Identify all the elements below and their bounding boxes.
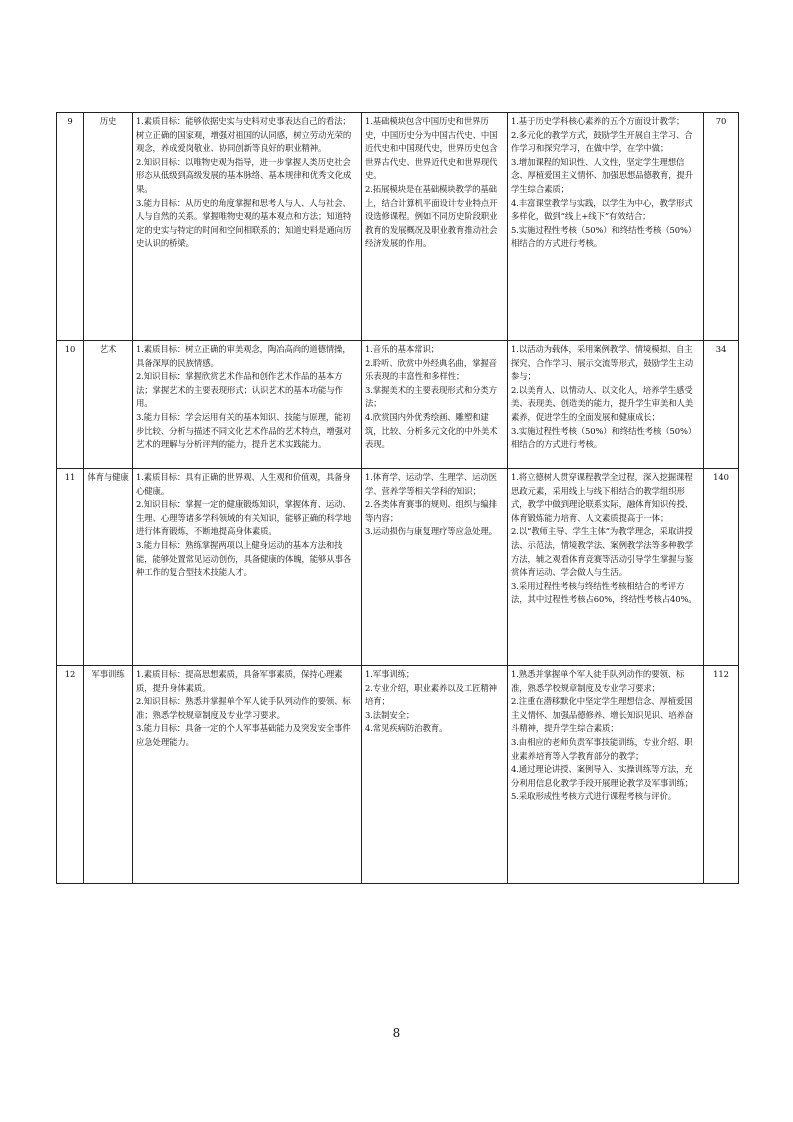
content-item: 1.体育学、运动学、生理学、运动医学、营养学等相关学科的知识； xyxy=(365,472,497,496)
table-row xyxy=(57,469,739,666)
method-item: 4.通过理论讲授、案例导入、实操训练等方法，充分利用信息化教学手段开展理论教学及军事训练； xyxy=(511,764,694,788)
method-item: 1.将立德树人贯穿课程教学全过程，深入挖掘课程思政元素，采用线上与线下相结合的教学组织形式，教学中做到理论联系实际，融体育知识传授、体育锻炼能力培育、人文素质提高于一体； xyxy=(511,472,694,523)
course-goals xyxy=(133,469,362,666)
content-item: 4.常见疾病防治教育。 xyxy=(365,723,448,734)
course-content xyxy=(362,469,508,666)
method-item: 1.基于历史学科核心素养的五个方面设计教学； xyxy=(511,116,685,126)
course-name: 历史 xyxy=(84,113,133,341)
content-item: 2.专业介绍，职业素养以及工匠精神培育； xyxy=(365,682,497,707)
content-item: 2.拓展模块是在基础模块教学的基础上，结合计算机平面设计专业特点开设选修课程。例如不同历史阶段职业教育的发展概况及职业教育推动社会经济发展的作用。 xyxy=(365,183,498,249)
goal-item: 3.能力目标：具备一定的个人军事基础能力及突发安全事件应急处理能力。 xyxy=(136,723,351,747)
goal-item: 2.知识目标：掌握欣赏艺术作品和创作艺术作品的基本方法；掌握艺术的主要表现形式；认识艺术的基本功能与作用。 xyxy=(136,371,343,409)
content-item: 3.运动损伤与康复理疗等应急处理。 xyxy=(365,526,497,537)
course-content xyxy=(362,666,508,884)
method-item: 2.多元化的教学方式，鼓励学生开展自主学习、合作学习和探究学习，在做中学，在学中做； xyxy=(511,129,693,154)
goal-item: 2.知识目标：熟悉并掌握单个军人徒手队列动作的要领、标准；熟悉学校规章制度及专业学习要求。 xyxy=(136,696,351,720)
course-name: 体育与健康 xyxy=(84,469,133,666)
method-item: 1.以活动为载体，采用案例教学、情境模拟、自主探究、合作学习、展示交流等形式，鼓励学生主动参与； xyxy=(511,344,694,382)
method-item: 3.由相应的老师负责军事技能训练，专业介绍、职业素养培育等入学教育部分的教学； xyxy=(511,736,693,761)
method-item: 5.采取形成性考核方式进行课程考核与评价。 xyxy=(511,791,677,802)
course-goals xyxy=(133,666,362,884)
goal-item: 3.能力目标：熟练掌握两项以上健身运动的基本方法和技能，能够处置常见运动创伤，具备健康的体魄，能够从事各种工作的复合型技术技能人才。 xyxy=(136,539,352,578)
course-name: 艺术 xyxy=(84,341,133,469)
table-row xyxy=(57,666,739,884)
method-item: 2.注重在潜移默化中坚定学生理想信念、厚植爱国主义情怀、加强品德修养、增长知识见识、培养奋斗精神，提升学生综合素质； xyxy=(511,696,694,734)
goal-item: 3.能力目标：从历史的角度掌握和思考人与人、人与社会、人与自然的关系。掌握唯物史观的基本观点和方法；知道特定的史实与特定的时间和空间相联系的；知道史料是通向历史认识的桥梁。 xyxy=(136,197,352,249)
course-hours: 140 xyxy=(704,469,739,666)
course-goals xyxy=(133,341,362,469)
method-item: 2.以“教师主导、学生主体”为教学理念，采取讲授法、示范法，情境教学法、案例教学法等多种教学方法，辅之观看体育竞赛等活动引导学生掌握与鉴赏体育运动、学会做人与生活。 xyxy=(511,526,694,578)
course-content xyxy=(362,341,508,469)
teaching-method xyxy=(508,113,704,341)
row-number: 11 xyxy=(57,469,84,666)
goal-item: 1.素质目标：提高思想素质，具备军事素质，保持心理素质，提升身体素质。 xyxy=(136,669,343,693)
teaching-method xyxy=(508,341,704,469)
goal-item: 3.能力目标：学会运用有关的基本知识、技能与原理，能初步比较、分析与描述不同文化艺术作品的艺术特点，增强对艺术的理解与分析评判的能力，提升艺术实践能力。 xyxy=(136,411,352,450)
content-item: 2.各类体育赛事的规则、组织与编排等内容； xyxy=(365,499,497,523)
table-row xyxy=(57,113,739,341)
course-name: 军事训练 xyxy=(84,666,133,884)
goal-item: 1.素质目标：具有正确的世界观、人生观和价值观，具备身心健康。 xyxy=(136,472,351,496)
content-item: 3.法制安全； xyxy=(365,709,415,720)
content-item: 3.掌握美术的主要表现形式和分类方法； xyxy=(365,384,497,409)
method-item: 2.以美育人、以情动人、以文化人，培养学生感受美、表现美、创造美的能力，提升学生审美和人美素养，促进学生的全面发展和健康成长； xyxy=(511,384,694,422)
course-content xyxy=(362,113,508,341)
goal-item: 2.知识目标：以唯物史观为指导，进一步掌握人类历史社会形态从低级到高级发展的基本脉络、基本规律和优秀文化成果。 xyxy=(136,156,352,194)
row-number: 12 xyxy=(57,666,84,884)
course-table xyxy=(56,112,739,884)
content-item: 1.基础模块包含中国历史和世界历史，中国历史分为中国古代史、中国近代史和中国现代史，世界历史包含世界古代史、世界近代史和世界现代史。 xyxy=(365,116,498,181)
content-item: 4.欣赏国内外优秀绘画、雕塑和建筑，比较、分析多元文化的中外美术表现。 xyxy=(365,411,498,450)
goal-item: 2.知识目标：掌握一定的健康锻炼知识，掌握体育、运动、生理、心理等诸多学科领域的有关知识，能够正确的科学地进行体育锻炼，不断地提高身体素质。 xyxy=(136,499,352,537)
course-goals xyxy=(133,113,362,341)
content-item: 2.聆听、欣赏中外经典名曲，掌握音乐表现的丰富性和多样性； xyxy=(365,357,497,382)
content-item: 1.军事训练； xyxy=(365,669,415,679)
method-item: 5.实施过程性考核（50%）和终结性考核（50%）相结合的方式进行考核。 xyxy=(511,224,697,249)
page-number: 8 xyxy=(392,1026,401,1040)
method-item: 3.采用过程性考核与终结性考核相结合的考评方法，其中过程性考核占60%，终结性考核占40%。 xyxy=(511,580,697,605)
row-number: 10 xyxy=(57,341,84,469)
content-item: 1.音乐的基本常识； xyxy=(365,344,439,354)
method-item: 4.丰富课堂教学与实践，以学生为中心，教学形式多样化，做到“线上+线下”有效结合； xyxy=(511,197,693,222)
method-item: 1.熟悉并掌握单个军人徒手队列动作的要领、标准，熟悉学校规章制度及专业学习要求； xyxy=(511,669,685,693)
teaching-method xyxy=(508,469,704,666)
course-hours: 112 xyxy=(704,666,739,884)
method-item: 3.增加课程的知识性、人文性，坚定学生理想信念、厚植爱国主义情怀、加强思想品德教育，提升学生综合素质； xyxy=(511,156,694,194)
row-number: 9 xyxy=(57,113,84,341)
goal-item: 1.素质目标：能够依据史实与史料对史事表达自己的看法；树立正确的国家观，增强对祖国的认同感，树立劳动光荣的观念，养成爱岗敬业、协同创新等良好的职业精神。 xyxy=(136,116,352,154)
course-hours: 70 xyxy=(704,113,739,341)
course-hours: 34 xyxy=(704,341,739,469)
goal-item: 1.素质目标：树立正确的审美观念，陶冶高尚的道德情操，具备深厚的民族情感。 xyxy=(136,344,351,368)
method-item: 3.实施过程性考核（50%）和终结性考核（50%）相结合的方式进行考核。 xyxy=(511,425,697,450)
teaching-method xyxy=(508,666,704,884)
table-row xyxy=(57,341,739,469)
